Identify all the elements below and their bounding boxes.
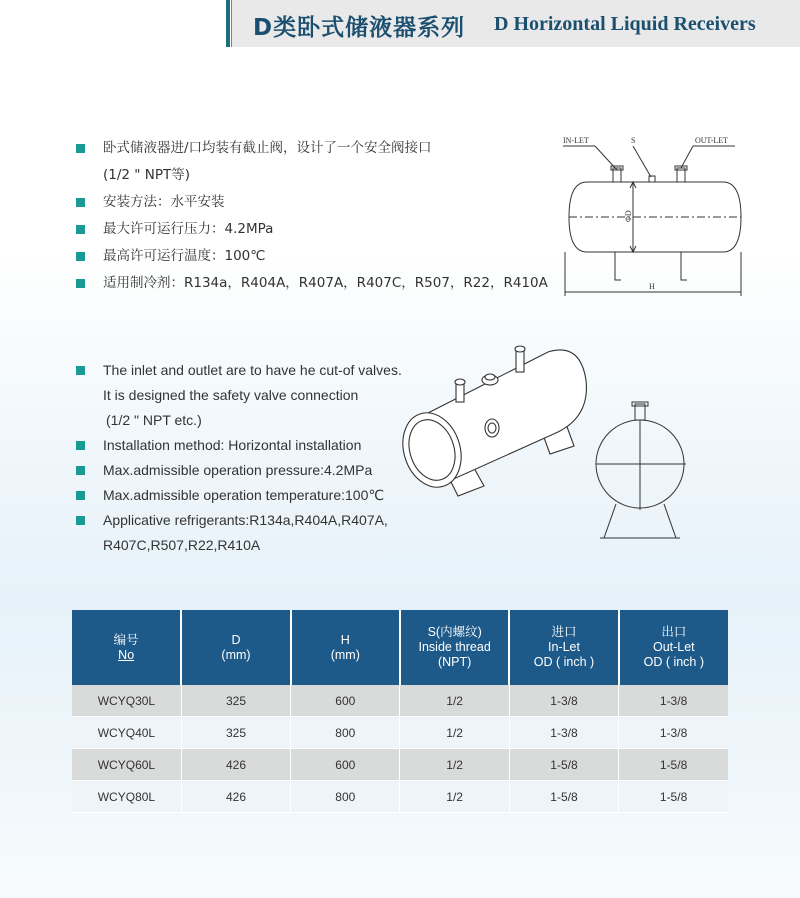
cell-inlet: 1-3/8 bbox=[509, 685, 618, 717]
feature-en-install: Installation method: Horizontal installation bbox=[76, 433, 402, 458]
cell-inlet: 1-3/8 bbox=[509, 717, 618, 749]
feature-cn-valves: 卧式储液器进/口均装有截止阀，设计了一个安全阀接口 (1/2 " NPT等) bbox=[76, 135, 548, 189]
safety-port-label: S bbox=[631, 136, 636, 145]
inlet-label: IN-LET bbox=[563, 136, 589, 145]
cell-h: 600 bbox=[291, 685, 400, 717]
page-title-cn: D类卧式储液器系列 bbox=[253, 15, 466, 41]
feature-cn-temperature: 最高许可运行温度：100℃ bbox=[76, 243, 548, 270]
feature-en-pressure: Max.admissible operation pressure:4.2MPa bbox=[76, 458, 402, 483]
receiver-end-view-drawing bbox=[594, 398, 698, 544]
col-header-s: S(内螺纹) Inside thread (NPT) bbox=[400, 610, 509, 685]
bullet-square-icon bbox=[76, 491, 85, 500]
bullet-square-icon bbox=[76, 144, 85, 153]
bullet-square-icon bbox=[76, 366, 85, 375]
cell-model: WCYQ80L bbox=[72, 781, 181, 813]
features-cn-list bbox=[76, 135, 548, 297]
bullet-square-icon bbox=[76, 279, 85, 288]
bullet-square-icon bbox=[76, 466, 85, 475]
feature-en-refrigerants: Applicative refrigerants:R134a,R404A,R407A, R407C,R507,R22,R410A bbox=[76, 508, 402, 558]
col-header-model: 编号 No bbox=[72, 610, 181, 685]
table-row bbox=[72, 749, 728, 781]
cell-outlet: 1-5/8 bbox=[619, 781, 728, 813]
page-title-en: D Horizontal Liquid Receivers bbox=[494, 13, 756, 35]
cell-s: 1/2 bbox=[400, 749, 509, 781]
cell-model: WCYQ60L bbox=[72, 749, 181, 781]
bullet-square-icon bbox=[76, 225, 85, 234]
cell-h: 600 bbox=[291, 749, 400, 781]
bullet-square-icon bbox=[76, 198, 85, 207]
cell-inlet: 1-5/8 bbox=[509, 749, 618, 781]
header-accent-bar bbox=[226, 0, 230, 47]
col-header-inlet: 进口 In-Let OD ( inch ) bbox=[509, 610, 618, 685]
cell-h: 800 bbox=[291, 717, 400, 749]
table-row bbox=[72, 717, 728, 749]
cell-model: WCYQ40L bbox=[72, 717, 181, 749]
spec-table bbox=[72, 610, 728, 813]
receiver-isometric-drawing bbox=[398, 336, 598, 506]
feature-cn-pressure: 最大许可运行压力：4.2MPa bbox=[76, 216, 548, 243]
feature-cn-refrigerants: 适用制冷剂：R134a，R404A，R407A，R407C，R507，R22，R410A bbox=[76, 270, 548, 297]
col-header-outlet: 出口 Out-Let OD ( inch ) bbox=[619, 610, 728, 685]
cell-s: 1/2 bbox=[400, 717, 509, 749]
cell-model: WCYQ30L bbox=[72, 685, 181, 717]
bullet-square-icon bbox=[76, 252, 85, 261]
bullet-square-icon bbox=[76, 516, 85, 525]
outlet-label: OUT-LET bbox=[695, 136, 729, 145]
col-header-h: H (mm) bbox=[291, 610, 400, 685]
cell-outlet: 1-3/8 bbox=[619, 717, 728, 749]
cell-d: 426 bbox=[181, 781, 290, 813]
cell-d: 325 bbox=[181, 685, 290, 717]
table-header-row bbox=[72, 610, 728, 685]
height-label: H bbox=[649, 282, 655, 291]
receiver-side-view-drawing bbox=[555, 132, 755, 302]
feature-en-temperature: Max.admissible operation temperature:100℃ bbox=[76, 483, 402, 508]
features-en-list bbox=[76, 358, 402, 558]
feature-en-valves: The inlet and outlet are to have he cut-of valves. It is designed the safety valve connection (1/2 " NPT etc.) bbox=[76, 358, 402, 433]
table-row bbox=[72, 781, 728, 813]
cell-outlet: 1-5/8 bbox=[619, 749, 728, 781]
table-row bbox=[72, 685, 728, 717]
cell-d: 325 bbox=[181, 717, 290, 749]
bullet-square-icon bbox=[76, 441, 85, 450]
cell-outlet: 1-3/8 bbox=[619, 685, 728, 717]
cell-s: 1/2 bbox=[400, 781, 509, 813]
diameter-label: ΦD bbox=[624, 210, 633, 222]
cell-s: 1/2 bbox=[400, 685, 509, 717]
cell-d: 426 bbox=[181, 749, 290, 781]
col-header-d: D (mm) bbox=[181, 610, 290, 685]
feature-cn-install: 安装方法：水平安装 bbox=[76, 189, 548, 216]
cell-inlet: 1-5/8 bbox=[509, 781, 618, 813]
cell-h: 800 bbox=[291, 781, 400, 813]
